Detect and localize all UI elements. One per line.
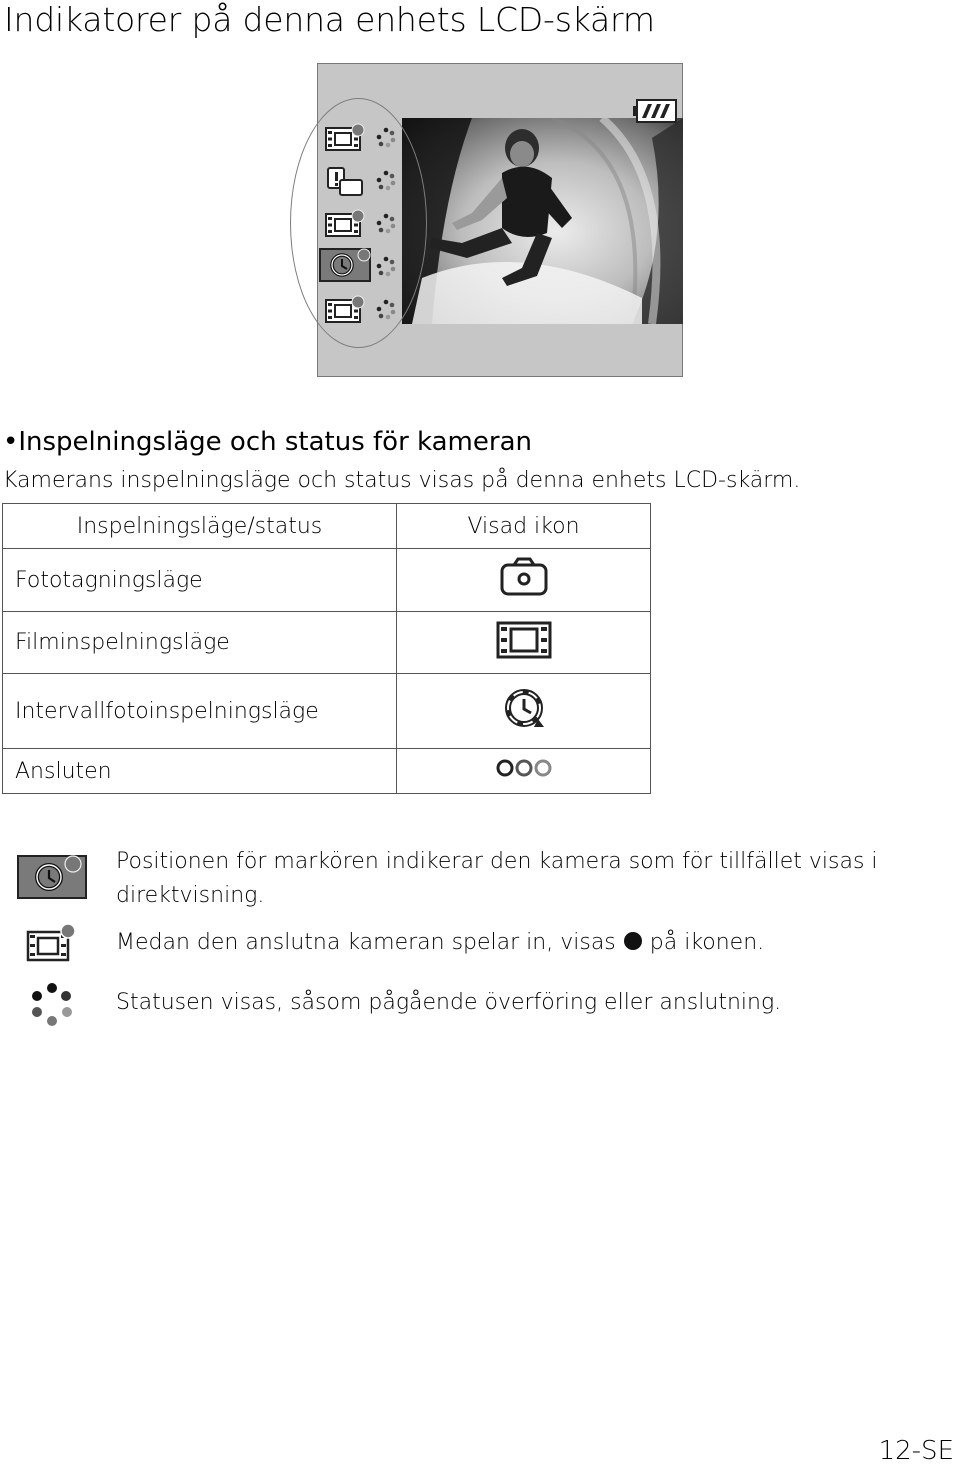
mode-table [2,503,651,794]
table-cell-icon [397,612,651,674]
legend-text-status: Statusen visas, såsom pågående överföring eller anslutning. [116,990,782,1015]
legend-text-after: på ikonen. [649,930,765,955]
table-header: Inspelningsläge/status [3,504,397,549]
table-row [3,749,651,794]
table-row [3,549,651,612]
table-row [3,612,651,674]
recording-dot-icon [623,931,643,951]
table-header: Visad ikon [397,504,651,549]
section-heading [3,427,532,457]
cursor-selected-icon [17,853,89,901]
table-cell-label: Intervallfotoinspelningsläge [3,674,397,749]
table-cell-label: Filminspelningsläge [3,612,397,674]
legend-text-before: Medan den anslutna kameran spelar in, visas [116,930,616,955]
surfer-photo [402,118,683,324]
table-cell-icon [397,674,651,749]
table-cell-label: Fototagningsläge [3,549,397,612]
page-title: Indikatorer på denna enhets LCD-skärm [4,0,655,39]
page-number: 12-SE [878,1436,954,1466]
table-header-row [3,504,651,549]
recording-movie-icon [26,922,78,964]
legend-text-recording [116,926,764,960]
section-description: Kamerans inspelningsläge och status visas på denna enhets LCD-skärm. [3,468,801,493]
interval-photo-icon [500,683,548,733]
connected-dots-icon [495,758,553,778]
table-cell-icon [397,749,651,794]
status-spinner-icon [28,982,76,1028]
table-cell-label: Ansluten [3,749,397,794]
table-row [3,674,651,749]
bullet-icon: • [3,427,19,457]
movie-mode-icon [496,620,552,660]
photo-camera-icon [500,557,548,597]
legend-text-cursor: Positionen för markören indikerar den kamera som för tillfället visas i direktvisning. [116,849,878,908]
highlight-oval [290,98,427,348]
battery-full-icon [632,98,678,124]
table-cell-icon [397,549,651,612]
section-heading-text: Inspelningsläge och status för kameran [18,427,532,457]
